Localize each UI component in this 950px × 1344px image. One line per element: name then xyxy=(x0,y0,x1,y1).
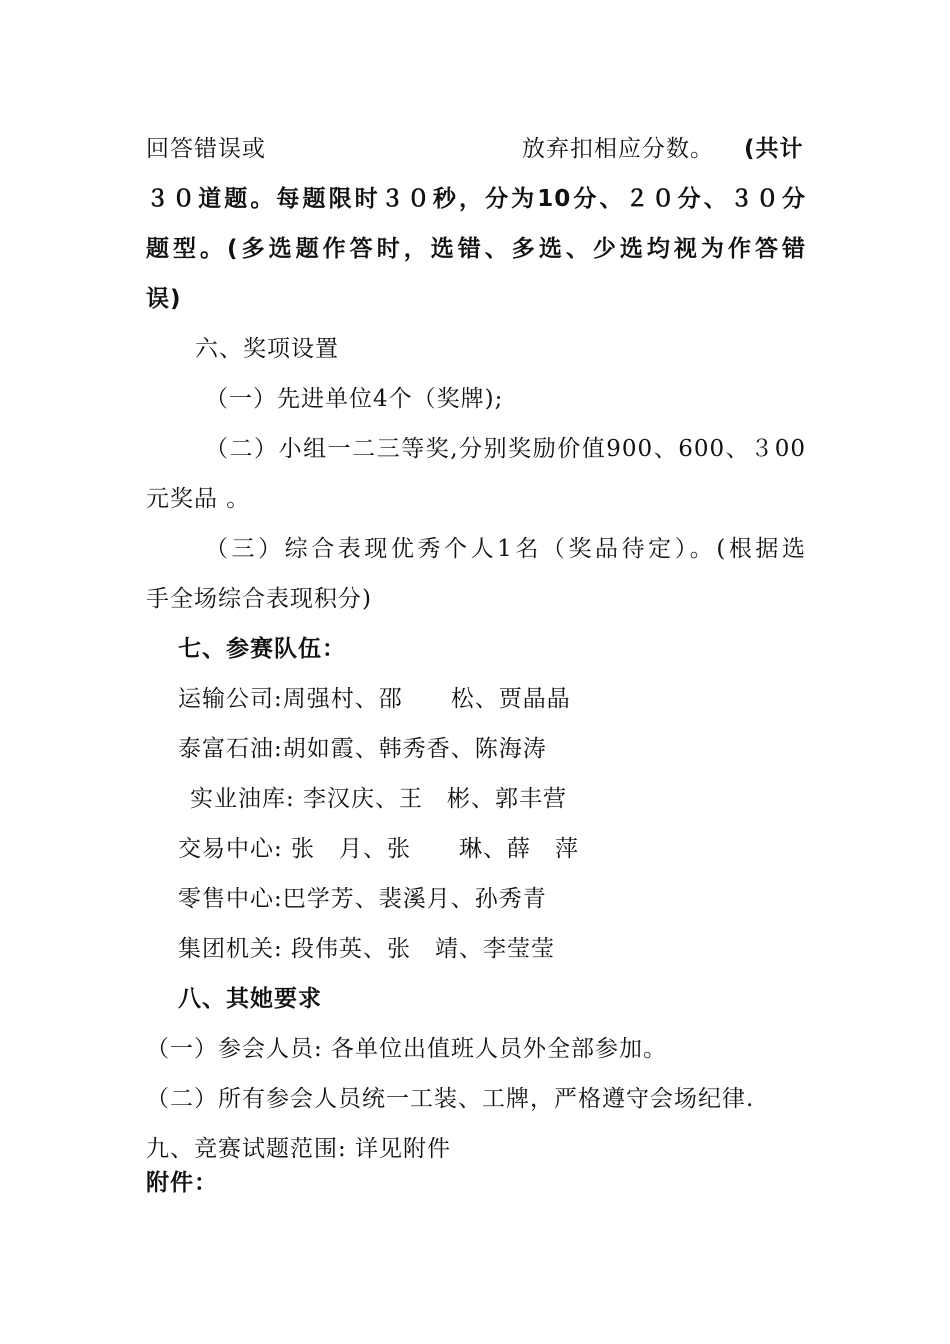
rule-text-line-1-mid: 放弃扣相应分数。 xyxy=(522,136,714,162)
awards-item-2-line-2: 元奖品 。 xyxy=(146,486,251,512)
team-entry-transport: 运输公司:周强村、邵 松、贾晶晶 xyxy=(178,686,571,712)
awards-heading: 六、奖项设置 xyxy=(195,336,339,362)
team-entry-oil-depot: 实业油库: 李汉庆、王 彬、郭丰营 xyxy=(190,786,568,812)
awards-item-1: （一）先进单位4个（奖牌); xyxy=(205,386,504,412)
team-entry-taifu: 泰富石油:胡如霞、韩秀香、陈海涛 xyxy=(178,736,547,762)
other-requirements-heading: 八、其她要求 xyxy=(178,986,322,1012)
awards-item-3-line-2: 手全场综合表现积分) xyxy=(146,586,372,612)
team-entry-trading-center: 交易中心: 张 月、张 琳、薛 萍 xyxy=(178,836,580,862)
awards-item-3-line-1: （三）综合表现优秀个人1名（奖品待定）。(根据选 xyxy=(205,536,806,562)
rule-text-line-4: 误) xyxy=(146,286,182,312)
rule-text-line-2: ３０道题。每题限时３０秒，分为10分、２０分、３０分 xyxy=(146,186,806,212)
team-entry-retail-center: 零售中心:巴学芳、裴溪月、孙秀青 xyxy=(178,886,547,912)
awards-item-2-line-1: （二）小组一二三等奖,分别奖励价值900、600、３00 xyxy=(205,436,806,462)
requirement-item-1: （一）参会人员: 各单位出值班人员外全部参加。 xyxy=(146,1036,668,1062)
rule-text-line-1-left: 回答错误或 xyxy=(146,136,266,162)
team-entry-group-office: 集团机关: 段伟英、张 靖、李莹莹 xyxy=(178,936,556,962)
requirement-item-2: （二）所有参会人员统一工装、工牌，严格遵守会场纪律. xyxy=(146,1086,755,1112)
exam-scope-line: 九、竞赛试题范围: 详见附件 xyxy=(146,1136,452,1162)
teams-heading: 七、参赛队伍： xyxy=(178,636,346,662)
rule-text-line-1-right: (共计 xyxy=(744,136,804,162)
rule-text-line-3: 题型。(多选题作答时，选错、多选、少选均视为作答错 xyxy=(146,236,806,262)
attachment-label: 附件： xyxy=(146,1170,218,1196)
